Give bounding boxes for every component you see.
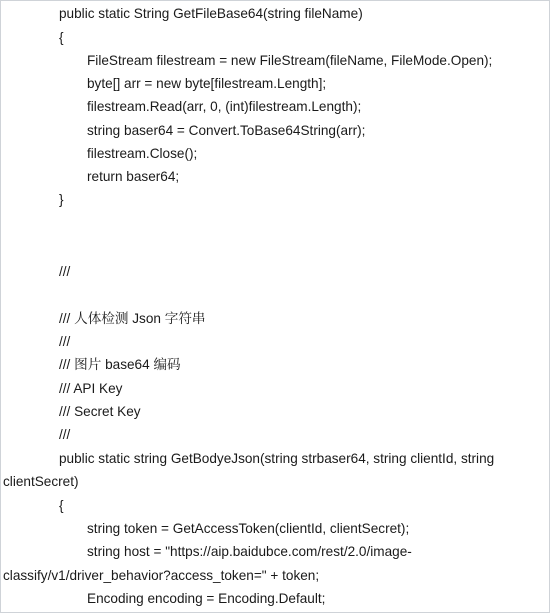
code-line-filestream: FileStream filestream = new FileStream(fileName, FileMode.Open); — [87, 53, 493, 68]
code-line-method-signature: public static string GetBodyeJson(string strbaser64, string clientId, string — [59, 451, 495, 466]
code-line-doc-comment-param-secret: /// Secret Key — [59, 404, 141, 419]
code-line-doc-comment-param-image: /// 图片 base64 编码 — [59, 357, 181, 372]
code-line-encoding: Encoding encoding = Encoding.Default; — [87, 591, 326, 606]
code-line-host-wrap: classify/v1/driver_behavior?access_token=" + token; — [3, 568, 320, 583]
code-line-token: string token = GetAccessToken(clientId, clientSecret); — [87, 521, 410, 536]
code-line-return: return baser64; — [87, 169, 180, 184]
code-line-open-brace: { — [59, 498, 64, 513]
code-line-host: string host = "https://aip.baidubce.com/rest/2.0/image- — [87, 544, 412, 559]
code-line-close: filestream.Close(); — [87, 146, 198, 161]
code-line-doc-comment-param-apikey: /// API Key — [59, 381, 123, 396]
code-line-read: filestream.Read(arr, 0, (int)filestream.Length); — [87, 99, 362, 114]
code-line-byte-array: byte[] arr = new byte[filestream.Length]; — [87, 76, 327, 91]
code-line-method-signature-wrap: clientSecret) — [3, 474, 79, 489]
code-line-doc-comment: /// — [59, 334, 71, 349]
code-line-doc-comment-summary: /// 人体检测 Json 字符串 — [59, 311, 206, 326]
code-line-doc-comment: /// — [59, 264, 71, 279]
code-line-method-signature: public static String GetFileBase64(string fileName) — [59, 6, 363, 21]
code-line-close-brace: } — [59, 192, 64, 207]
code-line-convert: string baser64 = Convert.ToBase64String(arr); — [87, 123, 366, 138]
code-line-doc-comment: /// — [59, 427, 71, 442]
code-line-open-brace: { — [59, 30, 64, 45]
